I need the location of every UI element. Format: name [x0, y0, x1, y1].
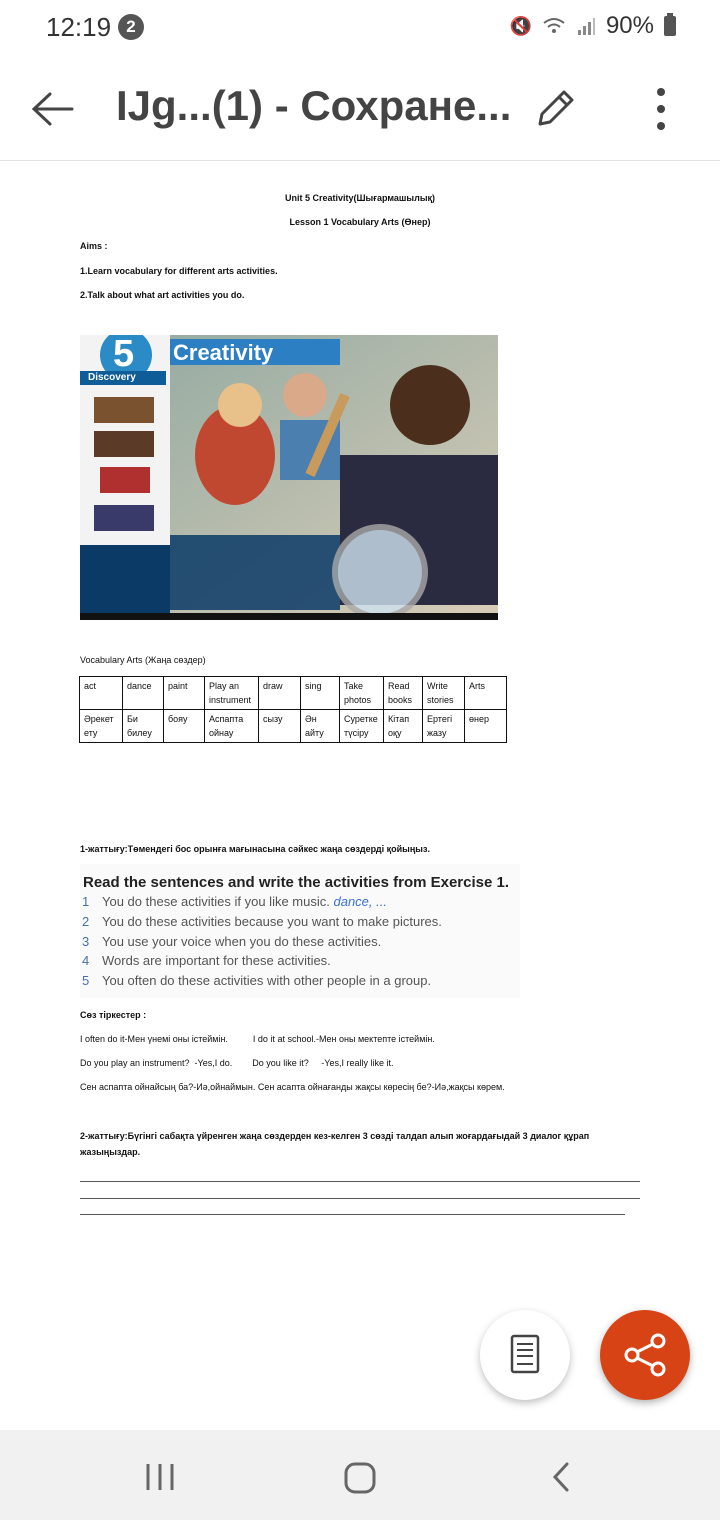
table-cell: Әрекет ету — [80, 710, 123, 743]
table-cell: Take photos — [340, 677, 384, 710]
table-cell: Би билеу — [123, 710, 164, 743]
cover-illustration — [80, 335, 498, 620]
exercise-image — [80, 864, 520, 998]
table-cell: Кітап оқу — [384, 710, 423, 743]
phrase-line-2: Do you play an instrument? -Yes,I do. Do you like it? -Yes,I really like it. — [80, 1058, 394, 1068]
exercise-item: 1 You do these activities if you like music. dance, ... — [82, 894, 387, 909]
exercise-title: Read the sentences and write the activities from Exercise 1. — [83, 874, 510, 891]
share-button[interactable] — [600, 1310, 690, 1400]
table-cell: өнер — [465, 710, 507, 743]
recent-apps-icon[interactable] — [140, 1460, 180, 1494]
cover-brand: Discovery — [88, 372, 136, 383]
notification-count-badge: 2 — [118, 14, 144, 40]
document-view-button[interactable] — [480, 1310, 570, 1400]
table-cell: dance — [123, 677, 164, 710]
status-time: 12:19 — [46, 12, 112, 42]
more-options-icon[interactable] — [648, 86, 674, 132]
share-icon — [600, 1310, 690, 1400]
exercise-1-heading: 1-жаттығу:Төмендегі бос орынға мағынасына сәйкес жаңа сөздерді қойыңыз. — [80, 844, 430, 854]
document-title: IJg...(1) - Сохране... — [116, 82, 512, 129]
cover-title: Creativity — [173, 340, 274, 365]
table-cell: sing — [301, 677, 340, 710]
aim-1: 1.Learn vocabulary for different arts activities. — [80, 266, 278, 276]
phrase-line-3: Сен аспапта ойнайсың ба?-Иә,ойнаймын. Сен асапта ойнағанды жақсы көресің бе?-Иә,жақсы көрем. — [80, 1082, 505, 1092]
table-cell: Ертегі жазу — [423, 710, 465, 743]
battery-icon — [664, 16, 676, 36]
table-cell: draw — [259, 677, 301, 710]
textbook-cover-image — [80, 335, 498, 620]
exercise-item: 4 Words are important for these activities. — [82, 953, 331, 968]
battery-percent: 90% — [605, 12, 654, 39]
edit-pencil-icon[interactable] — [532, 84, 580, 132]
app-bar — [0, 56, 720, 161]
table-row-kazakh — [80, 710, 507, 743]
system-nav-bar — [0, 1430, 720, 1520]
table-cell: Суретке түсіру — [340, 710, 384, 743]
wifi-icon — [542, 16, 566, 36]
document-icon — [480, 1310, 570, 1400]
back-nav-icon[interactable] — [545, 1460, 579, 1494]
status-icons — [510, 12, 676, 40]
exercise-2-heading: 2-жаттығу:Бүгінгі сабақта үйренген жаңа сөздерден кез-келген 3 сөзді талдап алып жоғардағыдай 3 диалог құрап — [80, 1131, 590, 1141]
answer-line — [80, 1198, 640, 1199]
aim-2: 2.Talk about what art activities you do. — [80, 290, 245, 300]
table-cell: Ән айту — [301, 710, 340, 743]
table-cell: Аспапта ойнау — [205, 710, 259, 743]
table-cell: сызу — [259, 710, 301, 743]
answer-line — [80, 1214, 625, 1215]
table-cell: бояу — [164, 710, 205, 743]
lesson-heading: Lesson 1 Vocabulary Arts (Өнер) — [289, 217, 431, 227]
vocab-label: Vocabulary Arts (Жаңа сөздер) — [80, 655, 206, 665]
mute-icon: 🔇 — [509, 15, 532, 36]
exercise-item: 2 You do these activities because you want to make pictures. — [82, 914, 442, 929]
phrase-line-1: I often do it-Мен үнемі оны істеймін. I do it at school.-Мен оны мектепте істеймін. — [80, 1034, 435, 1044]
exercise-2-heading-cont: жазыңыздар. — [80, 1147, 141, 1157]
aims-label: Aims : — [80, 241, 108, 251]
back-arrow-icon[interactable] — [30, 86, 76, 132]
table-cell: Read books — [384, 677, 423, 710]
answer-line — [80, 1181, 640, 1182]
exercise-item: 3 You use your voice when you do these activities. — [82, 934, 382, 949]
phrases-label: Сөз тіркестер : — [80, 1010, 147, 1020]
table-cell: Arts — [465, 677, 507, 710]
table-cell: Play an instrument — [205, 677, 259, 710]
cover-unit-number: 5 — [113, 335, 135, 375]
home-icon[interactable] — [340, 1458, 380, 1498]
vocab-table — [79, 676, 507, 743]
table-cell: act — [80, 677, 123, 710]
document-page — [0, 160, 720, 1430]
unit-heading: Unit 5 Creativity(Шығармашылық) — [284, 193, 436, 203]
table-row-english — [80, 677, 507, 710]
table-cell: Write stories — [423, 677, 465, 710]
table-cell: paint — [164, 677, 205, 710]
exercise-item: 5 You often do these activities with other people in a group. — [82, 973, 432, 988]
status-bar — [0, 0, 720, 56]
signal-icon — [576, 16, 596, 36]
